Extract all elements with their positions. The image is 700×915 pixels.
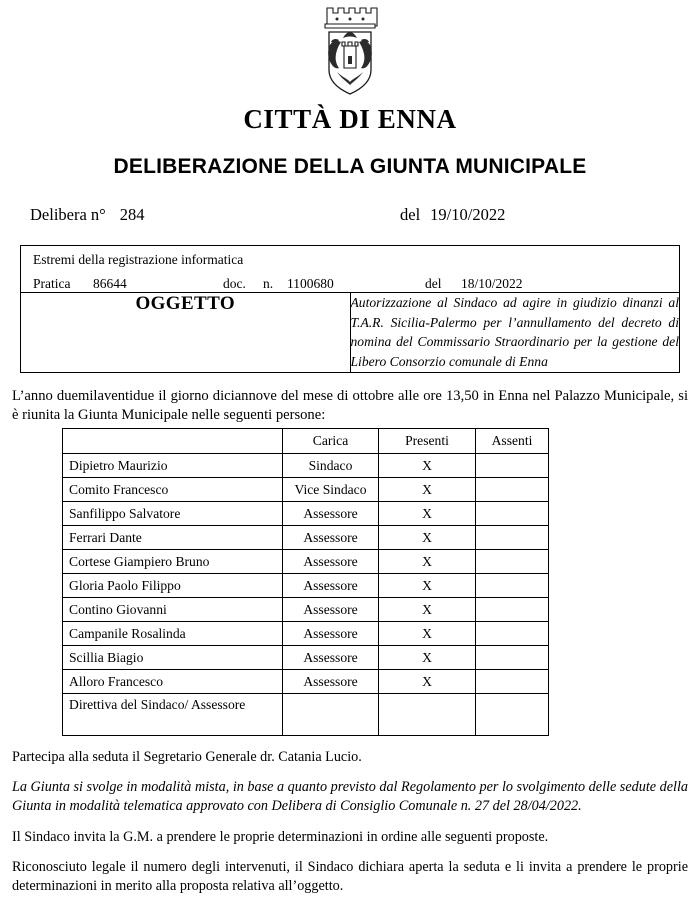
registration-cell bbox=[21, 246, 680, 293]
delibera-date-group bbox=[400, 205, 505, 225]
member-present: X bbox=[379, 526, 476, 550]
member-role: Assessore bbox=[283, 598, 379, 622]
invitation-paragraph: Il Sindaco invita la G.M. a prendere le proprie determinazioni in ordine alle seguenti proposte. bbox=[12, 828, 549, 845]
member-absent bbox=[476, 502, 549, 526]
doc-label: doc. bbox=[223, 275, 246, 291]
pratica-label: Pratica bbox=[33, 275, 71, 291]
registration-row bbox=[21, 246, 680, 293]
registration-heading: Estremi della registrazione informatica bbox=[33, 252, 244, 267]
member-role: Assessore bbox=[283, 646, 379, 670]
attendance-table bbox=[62, 428, 549, 736]
registration-date-value: 18/10/2022 bbox=[461, 275, 523, 291]
member-name: Sanfilippo Salvatore bbox=[63, 502, 283, 526]
member-role: Vice Sindaco bbox=[283, 478, 379, 502]
member-absent bbox=[476, 478, 549, 502]
member-present: X bbox=[379, 574, 476, 598]
delibera-date-value: 19/10/2022 bbox=[430, 205, 506, 224]
secretary-paragraph: Partecipa alla seduta il Segretario Generale dr. Catania Lucio. bbox=[12, 749, 362, 766]
table-row bbox=[63, 526, 549, 550]
member-present: X bbox=[379, 550, 476, 574]
member-name: Cortese Giampiero Bruno bbox=[63, 550, 283, 574]
member-absent bbox=[476, 526, 549, 550]
attendance-body bbox=[63, 454, 549, 736]
member-absent bbox=[476, 550, 549, 574]
delibera-number: 284 bbox=[119, 205, 145, 224]
member-role: Assessore bbox=[283, 526, 379, 550]
table-row bbox=[63, 622, 549, 646]
member-name: Comito Francesco bbox=[63, 478, 283, 502]
table-row bbox=[63, 670, 549, 694]
member-name: Contino Giovanni bbox=[63, 598, 283, 622]
member-present: X bbox=[379, 646, 476, 670]
attendance-header-name bbox=[63, 429, 283, 454]
member-present: X bbox=[379, 598, 476, 622]
member-name: Scillia Biagio bbox=[63, 646, 283, 670]
directive-role bbox=[283, 694, 379, 736]
modality-paragraph: La Giunta si svolge in modalità mista, in base a quanto previsto dal Regolamento per lo svolgimento delle sedute della Giunta in modalità telematica approvato con Delibera di Consiglio Comunale n. 27 del 28/04/2022. bbox=[12, 779, 688, 815]
member-present: X bbox=[379, 670, 476, 694]
oggetto-row bbox=[21, 292, 680, 372]
page-title: CITTÀ DI ENNA bbox=[243, 104, 457, 134]
member-present: X bbox=[379, 454, 476, 478]
registration-date-label: del bbox=[425, 275, 442, 291]
member-role: Assessore bbox=[283, 574, 379, 598]
footer-paragraphs bbox=[12, 748, 688, 896]
pratica-value: 86644 bbox=[93, 275, 127, 291]
doc-n-label: n. bbox=[263, 275, 274, 291]
table-row bbox=[63, 598, 549, 622]
member-absent bbox=[476, 574, 549, 598]
member-name: Gloria Paolo Filippo bbox=[63, 574, 283, 598]
table-row bbox=[63, 454, 549, 478]
emblem-container bbox=[0, 0, 700, 98]
member-role: Assessore bbox=[283, 670, 379, 694]
member-absent bbox=[476, 622, 549, 646]
member-absent bbox=[476, 646, 549, 670]
document-subtitle: DELIBERAZIONE DELLA GIUNTA MUNICIPALE bbox=[113, 155, 587, 178]
oggetto-text: Autorizzazione al Sindaco ad agire in giudizio dinanzi al T.A.R. Sicilia-Palermo per l’annullamento del decreto di nomina del Commissario Straordinario per la gestione del Libero Consorzio comunale di Enna bbox=[350, 292, 680, 372]
member-role: Assessore bbox=[283, 502, 379, 526]
delibera-line bbox=[0, 205, 700, 225]
member-absent bbox=[476, 454, 549, 478]
oggetto-label: OGGETTO bbox=[21, 292, 351, 372]
registration-oggetto-table bbox=[20, 245, 680, 373]
member-absent bbox=[476, 598, 549, 622]
attendance-header-role: Carica bbox=[283, 429, 379, 454]
member-present: X bbox=[379, 502, 476, 526]
delibera-number-group bbox=[30, 205, 400, 225]
attendance-header-present: Presenti bbox=[379, 429, 476, 454]
coat-of-arms-icon bbox=[313, 2, 387, 98]
delibera-label: Delibera n° bbox=[30, 205, 106, 224]
table-row bbox=[63, 574, 549, 598]
member-name: Dipietro Maurizio bbox=[63, 454, 283, 478]
member-absent bbox=[476, 670, 549, 694]
table-row bbox=[63, 478, 549, 502]
attendance-table-container bbox=[0, 428, 700, 736]
registration-details-row bbox=[21, 276, 679, 292]
member-name: Campanile Rosalinda bbox=[63, 622, 283, 646]
attendance-header-row bbox=[63, 429, 549, 454]
directive-present bbox=[379, 694, 476, 736]
delibera-date-label: del bbox=[400, 205, 421, 224]
member-name: Alloro Francesco bbox=[63, 670, 283, 694]
member-present: X bbox=[379, 622, 476, 646]
member-role: Assessore bbox=[283, 550, 379, 574]
attendance-header-absent: Assenti bbox=[476, 429, 549, 454]
member-role: Assessore bbox=[283, 622, 379, 646]
directive-label: Direttiva del Sindaco/ Assessore bbox=[63, 694, 283, 736]
table-row bbox=[63, 550, 549, 574]
session-narrative: L’anno duemilaventidue il giorno diciannove del mese di ottobre alle ore 13,50 in Enna nel Palazzo Municipale, si è riunita la Giunta Municipale nelle seguenti persone: bbox=[12, 387, 688, 424]
directive-absent bbox=[476, 694, 549, 736]
doc-value: 1100680 bbox=[287, 275, 334, 291]
table-row-directive bbox=[63, 694, 549, 736]
member-name: Ferrari Dante bbox=[63, 526, 283, 550]
table-row bbox=[63, 646, 549, 670]
table-row bbox=[63, 502, 549, 526]
member-role: Sindaco bbox=[283, 454, 379, 478]
quorum-paragraph: Riconosciuto legale il numero degli intervenuti, il Sindaco dichiara aperta la seduta e li invita a prendere le proprie determinazioni in merito alla proposta relativa all’oggetto. bbox=[12, 858, 688, 894]
member-present: X bbox=[379, 478, 476, 502]
